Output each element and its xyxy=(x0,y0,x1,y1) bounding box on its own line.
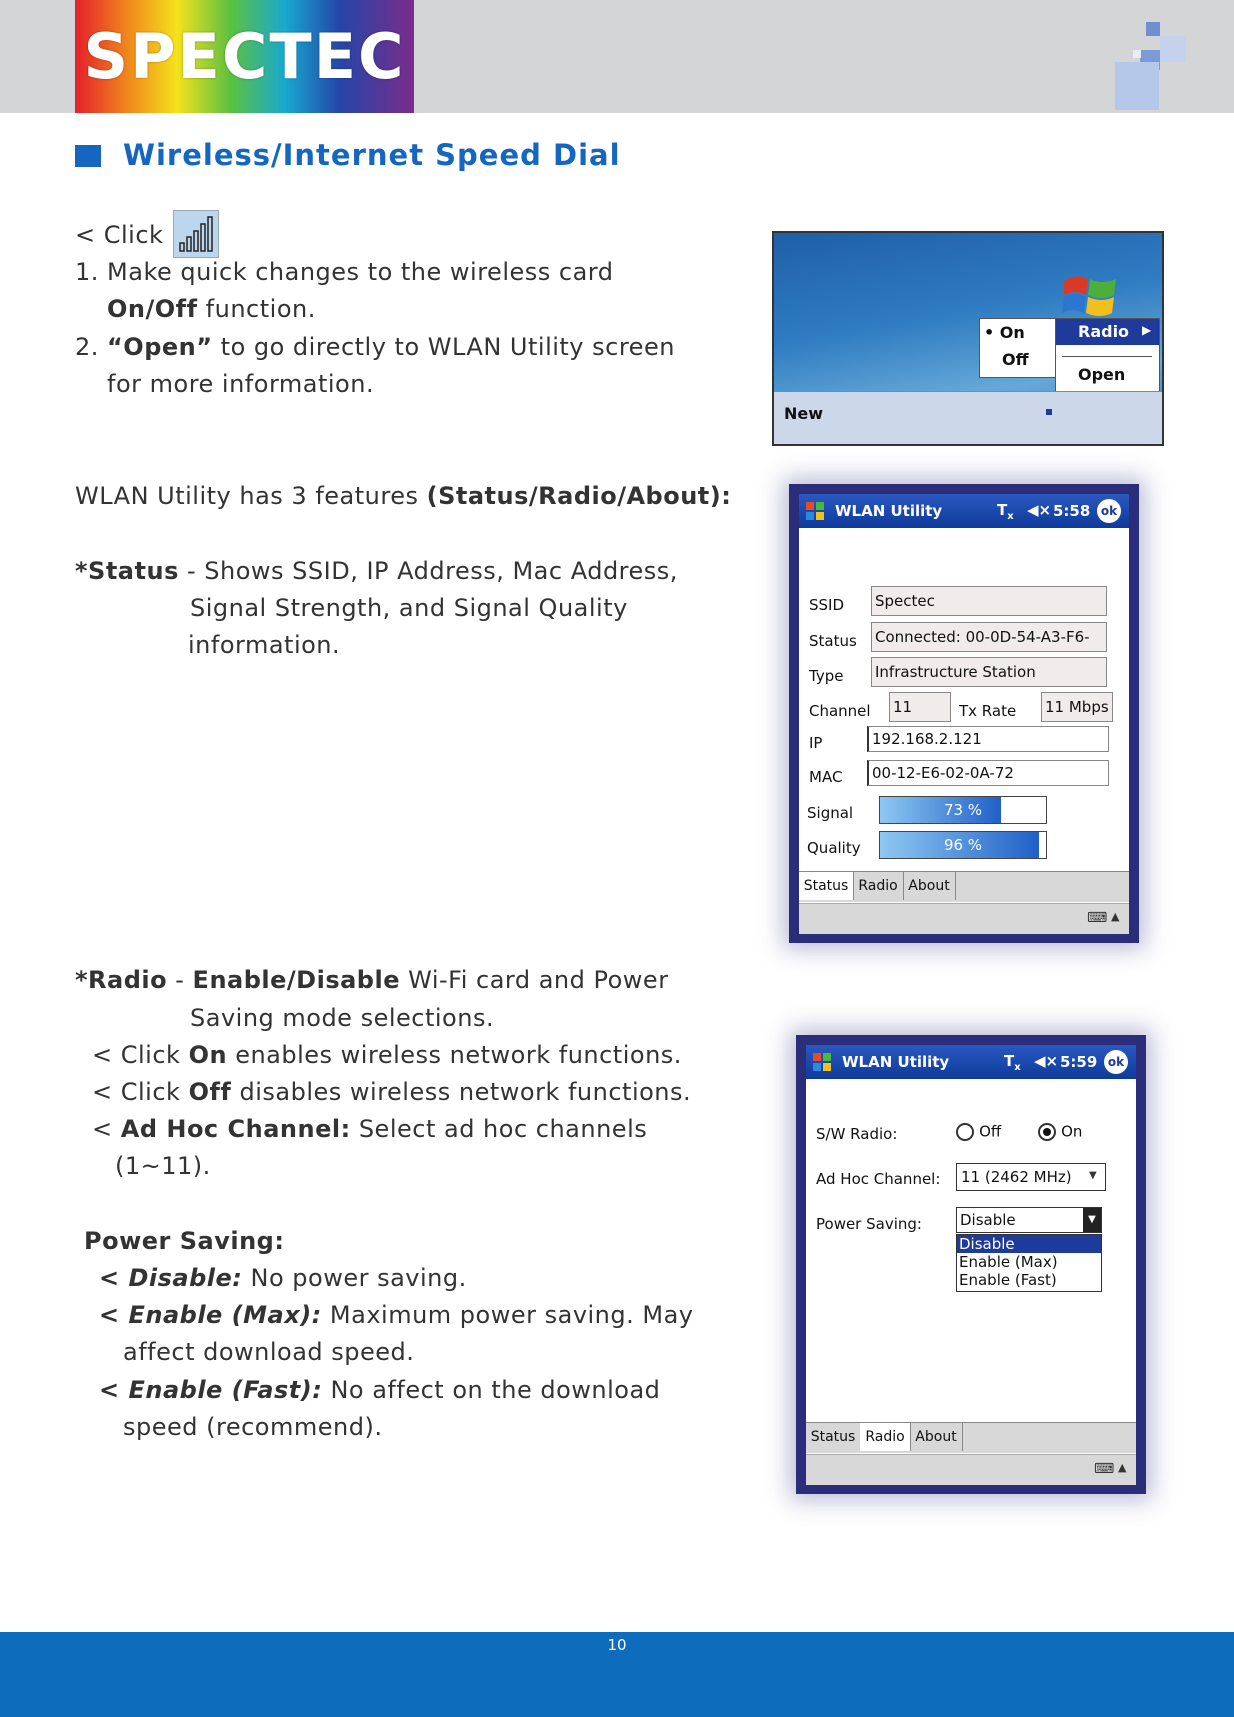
ssid-label: SSID xyxy=(809,596,845,614)
click-instruction: < Click xyxy=(75,221,164,249)
radio-bottom-bar xyxy=(806,1454,1136,1485)
windows-start-icon[interactable] xyxy=(805,501,825,521)
volume-icon[interactable]: ◀× xyxy=(1034,1052,1059,1070)
status-title-bar xyxy=(799,494,1129,528)
tab-status[interactable]: Status xyxy=(806,1423,861,1451)
enable-disable-bold: Enable/Disable xyxy=(192,966,400,994)
radio-feature-line-2: Saving mode selections. xyxy=(190,1004,495,1032)
section-title: Wireless/Internet Speed Dial xyxy=(123,138,621,172)
radio-feature-suffix: Wi-Fi card and Power xyxy=(399,966,669,994)
disable-text: No power saving. xyxy=(242,1264,467,1292)
new-button[interactable]: New xyxy=(784,404,824,423)
on-label: On xyxy=(999,323,1025,342)
enable-max-text: Maximum power saving. May xyxy=(321,1301,694,1329)
on-off-popup xyxy=(979,318,1057,378)
tab-radio[interactable]: Radio xyxy=(853,872,904,900)
ssid-field: Spectec xyxy=(871,586,1107,616)
decor-square-2 xyxy=(1160,36,1186,62)
tab-radio[interactable]: Radio xyxy=(860,1423,911,1451)
chevron-down-icon[interactable]: ▼ xyxy=(1089,1170,1097,1181)
quality-label: Quality xyxy=(807,839,861,857)
intro-item-1-suffix: function. xyxy=(197,295,316,323)
power-saving-label: Power Saving: xyxy=(816,1215,922,1233)
windows-start-icon[interactable] xyxy=(812,1052,832,1072)
power-saving-options xyxy=(956,1234,1102,1292)
ip-label: IP xyxy=(809,734,823,752)
on-menu-item[interactable]: • On xyxy=(984,323,1025,342)
radio-screen xyxy=(806,1045,1136,1484)
radio-off-option[interactable] xyxy=(956,1121,1001,1141)
app-title: WLAN Utility xyxy=(835,502,943,520)
power-saving-value: Disable xyxy=(960,1211,1016,1229)
radio-label: Radio xyxy=(1078,322,1130,341)
adhoc-prefix: < xyxy=(92,1115,121,1143)
app-title: WLAN Utility xyxy=(842,1053,950,1071)
radio-feature-label: *Radio xyxy=(75,966,168,994)
sip-arrow-icon[interactable]: ▲ xyxy=(1118,1461,1127,1474)
tray-indicator-icon xyxy=(1046,409,1052,415)
power-saving-select[interactable] xyxy=(956,1207,1102,1233)
quality-bar-text: 96 % xyxy=(943,836,983,854)
menu-divider xyxy=(1062,356,1152,357)
enable-max-line xyxy=(99,1297,694,1334)
enable-fast-text: No affect on the download xyxy=(322,1376,661,1404)
on-option-label: On xyxy=(1061,1122,1083,1141)
quality-bar xyxy=(879,831,1047,859)
channel-field: 11 xyxy=(889,692,951,722)
adhoc-line xyxy=(92,1111,647,1148)
off-bold: Off xyxy=(188,1078,232,1106)
on-bold: On xyxy=(188,1041,228,1069)
off-menu-item[interactable]: Off xyxy=(1002,350,1029,369)
on-off-bold: On/Off xyxy=(107,295,198,323)
radio-tab-strip xyxy=(806,1422,1136,1453)
status-screenshot xyxy=(789,484,1139,943)
volume-icon[interactable]: ◀× xyxy=(1027,501,1052,519)
radio-on-circle[interactable] xyxy=(1038,1123,1056,1141)
power-option-disable[interactable]: Disable xyxy=(957,1235,1101,1253)
radio-off-circle[interactable] xyxy=(956,1123,974,1141)
power-option-enable-fast[interactable]: Enable (Fast) xyxy=(959,1271,1057,1289)
adhoc-channel-select[interactable] xyxy=(956,1163,1106,1191)
features-list-bold: (Status/Radio/About): xyxy=(426,482,732,510)
enable-max-line-2: affect download speed. xyxy=(123,1338,415,1366)
connectivity-icon[interactable]: $T_x$ xyxy=(1004,1052,1021,1073)
status-feature-line-3: information. xyxy=(188,631,341,659)
click-off-prefix: < Click xyxy=(92,1078,189,1106)
enable-fast-bold: < Enable (Fast): xyxy=(99,1376,323,1404)
adhoc-line-2: (1~11). xyxy=(115,1152,211,1180)
status-tab-strip xyxy=(799,871,1129,902)
status-feature-text: - Shows SSID, IP Address, Mac Address, xyxy=(178,557,678,585)
enable-fast-line-2: speed (recommend). xyxy=(123,1413,383,1441)
tab-about[interactable]: About xyxy=(910,1423,963,1451)
click-off-suffix: disables wireless network functions. xyxy=(231,1078,692,1106)
status-screen xyxy=(799,494,1129,933)
status-label: Status xyxy=(809,632,857,650)
page-number: 10 xyxy=(607,1636,627,1654)
disable-line xyxy=(99,1260,467,1297)
open-bold: “Open” xyxy=(107,333,213,361)
tab-status[interactable]: Status xyxy=(799,872,854,900)
status-field: Connected: 00-0D-54-A3-F6- xyxy=(871,622,1107,652)
keyboard-icon[interactable]: ⌨ xyxy=(1094,1461,1115,1477)
adhoc-bold: Ad Hoc Channel: xyxy=(120,1115,351,1143)
tx-rate-field: 11 Mbps xyxy=(1041,692,1113,722)
sip-arrow-icon[interactable]: ▲ xyxy=(1111,910,1120,923)
ip-field[interactable]: 192.168.2.121 xyxy=(867,726,1109,752)
adhoc-channel-value: 11 (2462 MHz) xyxy=(961,1168,1072,1186)
type-field: Infrastructure Station xyxy=(871,657,1107,687)
intro-item-2-line-2: for more information. xyxy=(107,370,375,398)
adhoc-channel-label: Ad Hoc Channel: xyxy=(816,1170,941,1188)
submenu-arrow-icon: ▶ xyxy=(1142,323,1152,337)
features-line xyxy=(75,478,731,515)
features-prefix: WLAN Utility has 3 features xyxy=(75,482,427,510)
signal-bar xyxy=(879,796,1047,824)
off-option-label: Off xyxy=(979,1122,1002,1141)
radio-feature-dash: - xyxy=(167,966,193,994)
sw-radio-label: S/W Radio: xyxy=(816,1125,898,1143)
status-feature-line-1 xyxy=(75,553,678,590)
signal-strength-icon xyxy=(173,210,219,258)
status-feature-label: *Status xyxy=(75,557,179,585)
radio-on-option[interactable] xyxy=(1038,1121,1082,1141)
clock: 5:58 xyxy=(1053,502,1091,520)
status-feature-line-2: Signal Strength, and Signal Quality xyxy=(190,594,628,622)
power-saving-title: Power Saving: xyxy=(84,1227,285,1255)
type-label: Type xyxy=(809,667,844,685)
radio-menu-item[interactable] xyxy=(1056,319,1159,345)
channel-label: Channel xyxy=(809,702,871,720)
windows-flag-icon xyxy=(1060,269,1120,319)
connectivity-icon[interactable]: $T_x$ xyxy=(997,501,1014,522)
ok-button[interactable]: ok xyxy=(1097,499,1121,523)
mac-label: MAC xyxy=(809,768,843,786)
enable-max-bold: < Enable (Max): xyxy=(99,1301,322,1329)
dropdown-arrow-icon[interactable]: ▼ xyxy=(1083,1208,1101,1232)
intro-item-2 xyxy=(75,329,675,366)
decor-square-4 xyxy=(1115,62,1159,110)
heading-square-bullet xyxy=(75,145,101,167)
taskbar xyxy=(774,391,1162,445)
logo-text: SPECTEC xyxy=(83,20,406,93)
tab-about[interactable]: About xyxy=(903,872,956,900)
signal-bars-icon xyxy=(174,211,218,257)
mac-field[interactable]: 00-12-E6-02-0A-72 xyxy=(867,760,1109,786)
tx-rate-label: Tx Rate xyxy=(959,702,1017,720)
disable-bold: < Disable: xyxy=(99,1264,243,1292)
keyboard-icon[interactable]: ⌨ xyxy=(1087,910,1108,926)
signal-bar-text: 73 % xyxy=(943,801,983,819)
intro-item-2-suffix: to go directly to WLAN Utility screen xyxy=(212,333,675,361)
click-on-suffix: enables wireless network functions. xyxy=(227,1041,682,1069)
power-option-enable-max[interactable]: Enable (Max) xyxy=(959,1253,1058,1271)
click-on-line xyxy=(92,1037,682,1074)
radio-feature-line-1 xyxy=(75,962,669,999)
open-menu-item[interactable]: Open xyxy=(1078,365,1126,384)
intro-item-1: 1. Make quick changes to the wireless card xyxy=(75,258,614,286)
click-on-prefix: < Click xyxy=(92,1041,189,1069)
adhoc-suffix: Select ad hoc channels xyxy=(350,1115,648,1143)
signal-label: Signal xyxy=(807,804,854,822)
ok-button[interactable]: ok xyxy=(1104,1050,1128,1074)
clock: 5:59 xyxy=(1060,1053,1098,1071)
decor-square-1 xyxy=(1146,22,1160,36)
radio-title-bar xyxy=(806,1045,1136,1079)
status-bottom-bar xyxy=(799,903,1129,934)
radio-screenshot xyxy=(796,1035,1146,1494)
decor-square-5 xyxy=(1133,50,1141,58)
enable-fast-line xyxy=(99,1372,660,1409)
intro-item-2-prefix: 2. xyxy=(75,333,108,361)
click-off-line xyxy=(92,1074,691,1111)
menu-screenshot xyxy=(772,231,1164,446)
intro-item-1-line-2 xyxy=(107,291,316,328)
